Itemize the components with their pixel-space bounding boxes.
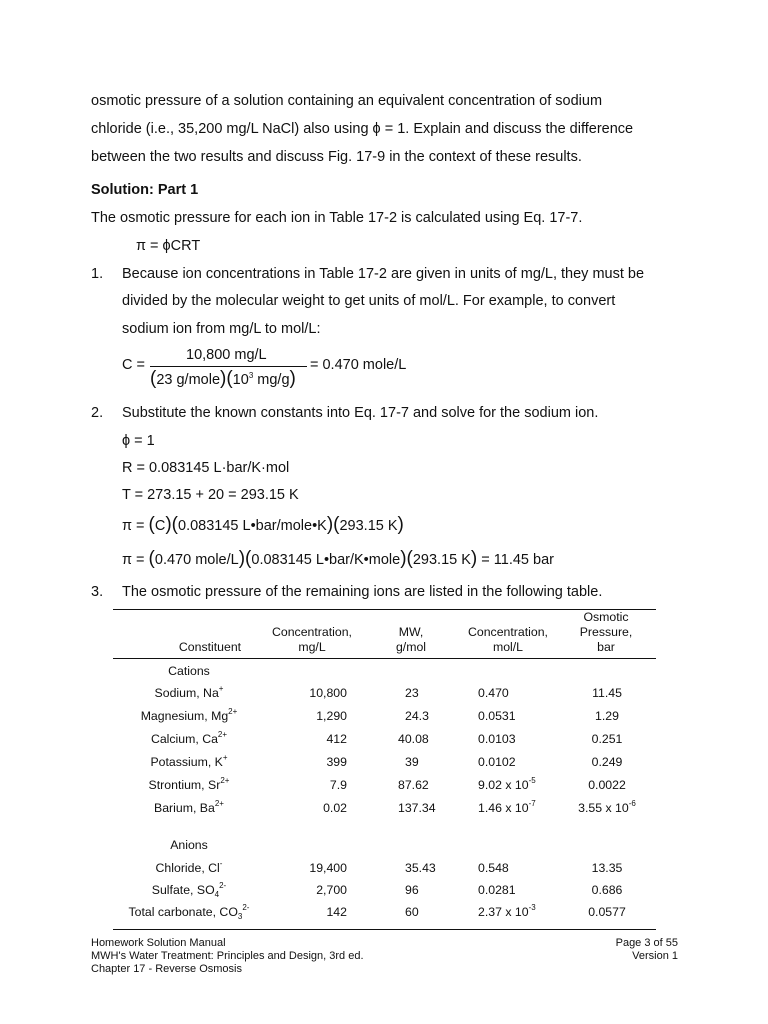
concentration-mol-value: 0.0103 xyxy=(478,732,516,746)
footer-left xyxy=(91,937,364,976)
intro-line-2: chloride (i.e., 35,200 mg/L NaCl) also using ϕ = 1. Explain and discuss the difference xyxy=(91,121,634,137)
constituent-name: Chloride, Cl- xyxy=(155,859,223,875)
concentration-mg-value: 0.02 xyxy=(323,801,347,815)
footer-version: Version 1 xyxy=(632,950,678,962)
step-1-line-1: Because ion concentrations in Table 17-2 are given in units of mg/L, they must be xyxy=(122,266,645,282)
cations-label: Cations xyxy=(168,664,210,678)
footer-manual-title: Homework Solution Manual xyxy=(91,937,226,949)
concentration-mol-value: 0.470 xyxy=(478,686,509,700)
th-conc-mg: Concentration, mg/L xyxy=(272,625,352,654)
constituent-name: Sodium, Na+ xyxy=(154,684,224,700)
intro-line-3: between the two results and discuss Fig. 17-9 in the context of these results. xyxy=(91,149,582,165)
concentration-mg-value: 412 xyxy=(326,732,347,746)
th-osmotic-pressure: Osmotic Pressure, bar xyxy=(579,610,633,654)
step-2-text: Substitute the known constants into Eq. 17-7 and solve for the sodium ion. xyxy=(122,405,599,421)
eq1-denominator: (23 $g/mole)(10^3$ mg/g) xyxy=(150,368,296,389)
constituent-name: Total carbonate, $CO_3^{2-}$ xyxy=(128,903,250,921)
step-1-line-2: divided by the molecular weight to get units of mol/L. For example, to convert xyxy=(122,293,616,309)
concentration-mol-value: 2.37 x $10^{-3}$ xyxy=(478,903,536,919)
concentration-mg-value: 399 xyxy=(326,755,347,769)
concentration-mol-value: 9.02 x $10^{-5}$ xyxy=(478,776,536,792)
constituent-name: Sulfate, $SO_4^{2-}$ xyxy=(151,881,227,899)
osmotic-pressure-value: 0.0022 xyxy=(588,778,626,792)
footer-chapter: Chapter 17 - Reverse Osmosis xyxy=(91,963,242,975)
constituent-name: Barium, $Ba^{2+}$ xyxy=(154,799,224,815)
mw-value: 60 xyxy=(405,905,419,919)
osmotic-pressure-value: 0.0577 xyxy=(588,905,626,919)
osmotic-pressure-value: 3.55 x $10^{-6}$ xyxy=(578,799,636,815)
concentration-mg-value: 142 xyxy=(326,905,347,919)
step-1-line-3: sodium ion from mg/L to mol/L: xyxy=(122,321,321,337)
th-constituent: Constituent xyxy=(178,640,242,654)
eq2-numeric: π = (0.470 mole/L)(0.083145 L•bar/K•mole)(293.15 K) = 11.45 bar xyxy=(122,548,554,569)
constituent-name: Calcium, $Ca^{2+}$ xyxy=(150,730,228,746)
th-conc-mol: Concentration, mol/L xyxy=(468,625,548,654)
osmotic-pressure-value: 0.251 xyxy=(591,732,623,746)
eq1-fraction-bar xyxy=(150,366,307,367)
osmotic-pressure-value: 13.35 xyxy=(591,861,623,875)
mw-value: 39 xyxy=(405,755,419,769)
concentration-mg-value: 7.9 xyxy=(329,778,347,792)
concentration-mg-value: 19,400 xyxy=(309,861,347,875)
mw-value: 40.08 xyxy=(398,732,429,746)
step-3-number: 3. xyxy=(91,584,104,600)
step-2-r: R = 0.083145 L·bar/K·mol xyxy=(122,460,290,476)
step-3-text: The osmotic pressure of the remaining ions are listed in the following table. xyxy=(122,584,603,600)
concentration-mol-value: 0.0102 xyxy=(478,755,516,769)
step-2-phi: ϕ = 1 xyxy=(122,433,155,449)
concentration-mol-value: 0.548 xyxy=(478,861,509,875)
osmotic-pressure-value: 0.686 xyxy=(591,883,623,897)
constituent-name: Magnesium, $Mg^{2+}$ xyxy=(140,707,238,723)
eq1-rhs: = 0.470 mole/L xyxy=(310,357,407,373)
osmotic-pressure-value: 11.45 xyxy=(592,686,622,700)
constituent-name: Strontium, $Sr^{2+}$ xyxy=(148,776,230,792)
step-1-number: 1. xyxy=(91,266,104,282)
table-bottom-rule xyxy=(113,929,656,930)
anions-label: Anions xyxy=(170,838,208,852)
step-2-number: 2. xyxy=(91,405,104,421)
th-mw: MW, g/mol xyxy=(395,625,427,654)
osmotic-pressure-value: 1.29 xyxy=(595,709,619,723)
mw-value: 35.43 xyxy=(405,861,436,875)
solution-intro: The osmotic pressure for each ion in Table 17-2 is calculated using Eq. 17-7. xyxy=(91,210,583,226)
step-2-t: T = 273.15 + 20 = 293.15 K xyxy=(122,487,299,503)
mw-value: 137.34 xyxy=(398,801,436,815)
solution-heading: Solution: Part 1 xyxy=(91,182,199,198)
footer-right xyxy=(616,937,678,963)
mw-value: 87.62 xyxy=(398,778,429,792)
footer-page-number: Page 3 of 55 xyxy=(615,937,678,949)
concentration-mol-value: 0.0531 xyxy=(478,709,516,723)
eq2-symbolic: π = (C)(0.083145 L•bar/mole•K)(293.15 K) xyxy=(122,514,404,535)
osmotic-pressure-value: 0.249 xyxy=(591,755,623,769)
constituent-name: Potassium, K+ xyxy=(150,753,228,769)
concentration-mg-value: 2,700 xyxy=(316,883,347,897)
eq1-lhs: C = xyxy=(122,357,145,373)
mw-value: 96 xyxy=(405,883,419,897)
mw-value: 23 xyxy=(405,686,419,700)
mw-value: 24.3 xyxy=(405,709,429,723)
footer-book-title: MWH's Water Treatment: Principles and Design, 3rd ed. xyxy=(91,950,364,962)
equation-main: π = ϕCRT xyxy=(136,238,201,254)
concentration-mg-value: 1,290 xyxy=(316,709,347,723)
concentration-mol-value: 0.0281 xyxy=(478,883,516,897)
intro-line-1: osmotic pressure of a solution containing an equivalent concentration of sodium xyxy=(91,93,603,109)
concentration-mg-value: 10,800 xyxy=(309,686,347,700)
eq1-numerator: 10,800 mg/L xyxy=(186,347,267,363)
concentration-mol-value: 1.46 x $10^{-7}$ xyxy=(478,799,536,815)
table-header-rule xyxy=(113,658,656,659)
